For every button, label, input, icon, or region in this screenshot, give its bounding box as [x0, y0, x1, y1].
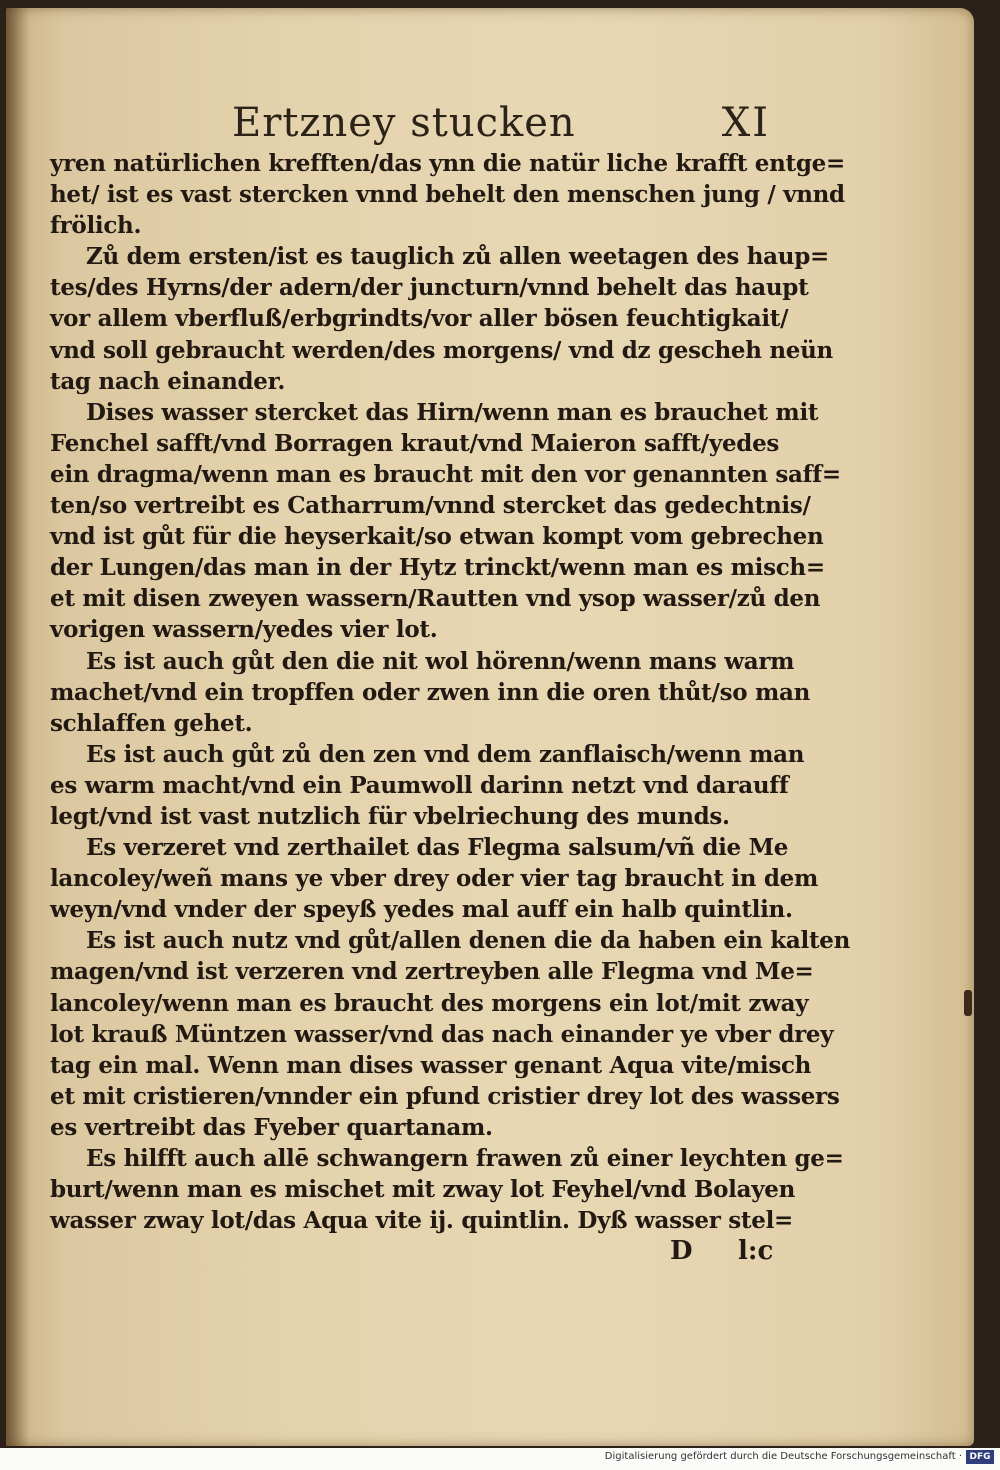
text-line: ten/so vertreibt es Catharrum/vnnd stercket das gedechtnis/	[50, 492, 811, 520]
folio-number: XI	[721, 100, 770, 146]
text-line: et mit cristieren/vnnder ein pfund cristier drey lot des wassers	[50, 1082, 840, 1110]
text-line: es vertreibt das Fyeber quartanam.	[50, 1113, 493, 1141]
text-line: Es ist auch nutz vnd gůt/allen denen die da haben ein kalten	[86, 927, 851, 955]
text-line: tag nach einander.	[50, 367, 286, 395]
funding-credit: Digitalisierung gefördert durch die Deutsche Forschungsgemeinschaft ·	[604, 1451, 962, 1462]
text-line: Es ist auch gůt den die nit wol hörenn/wenn mans warm	[86, 647, 795, 675]
text-line: het/ ist es vast stercken vnnd behelt den menschen jung / vnnd	[50, 181, 845, 209]
text-line: tag ein mal. Wenn man dises wasser genant Aqua vite/misch	[50, 1051, 812, 1079]
text-line: Zů dem ersten/ist es tauglich zů allen weetagen des haup=	[86, 243, 829, 271]
page-gutter-shadow	[6, 8, 30, 1446]
text-line: vnd ist gůt für die heyserkait/so etwan kompt vom gebrechen	[50, 523, 824, 551]
text-line: schlaffen gehet.	[50, 709, 253, 737]
text-line: vnd soll gebraucht werden/des morgens/ vnd dz gescheh neün	[50, 336, 833, 364]
text-line: weyn/vnd vnder der speyß yedes mal auff ein halb quintlin.	[50, 896, 793, 924]
text-line: tes/des Hyrns/der adern/der juncturn/vnnd behelt das haupt	[50, 274, 809, 302]
running-title: Ertzney stucken	[232, 100, 576, 146]
text-line: frölich.	[50, 212, 142, 240]
text-line: burt/wenn man es mischet mit zway lot Feyhel/vnd Bolayen	[50, 1176, 796, 1204]
body-text	[50, 148, 851, 1236]
text-line: Dises wasser stercket das Hirn/wenn man es brauchet mit	[86, 398, 819, 426]
text-line: et mit disen zweyen wassern/Rautten vnd ysop wasser/zů den	[50, 585, 821, 613]
catchword-area	[660, 1236, 790, 1270]
text-line: machet/vnd ein tropffen oder zwen inn die oren thůt/so man	[50, 678, 811, 706]
text-line: lancoley/wenn man es braucht des morgens ein lot/mit zway	[50, 989, 809, 1017]
text-line: der Lungen/das man in der Hytz trinckt/wenn man es misch=	[50, 554, 825, 582]
dfg-logo: DFG	[966, 1450, 994, 1464]
text-line: magen/vnd ist verzeren vnd zertreyben alle Flegma vnd Me=	[50, 958, 814, 986]
text-line: yren natürlichen krefften/das ynn die natür liche krafft entge=	[50, 150, 845, 177]
text-line: lancoley/weñ mans ye vber drey oder vier tag braucht in dem	[50, 865, 818, 893]
text-line: vor allem vberfluß/erbgrindts/vor aller bösen feuchtigkait/	[50, 305, 789, 333]
text-line: es warm macht/vnd ein Paumwoll darinn netzt vnd darauff	[50, 771, 789, 799]
text-line: vorigen wassern/yedes vier lot.	[50, 616, 438, 644]
page-edge-blot	[964, 990, 972, 1016]
text-line: Es verzeret vnd zerthailet das Flegma salsum/vñ die Me	[86, 834, 789, 862]
text-line: wasser zway lot/das Aqua vite ij. quintlin. Dyß wasser stel=	[50, 1207, 793, 1235]
text-line: ein dragma/wenn man es braucht mit den vor genannten saff=	[50, 460, 841, 488]
text-line: lot krauß Müntzen wasser/vnd das nach einander ye vber drey	[50, 1020, 834, 1048]
text-line: Es ist auch gůt zů den zen vnd dem zanflaisch/wenn man	[86, 740, 805, 768]
text-line: legt/vnd ist vast nutzlich für vbelriechung des munds.	[50, 802, 730, 830]
text-line: Fenchel safft/vnd Borragen kraut/vnd Maieron safft/yedes	[50, 429, 780, 457]
catchword: l:c	[738, 1236, 774, 1266]
text-line: Es hilfft auch allē schwangern frawen zů einer leychten ge=	[86, 1145, 844, 1172]
signature-mark: D	[670, 1236, 693, 1266]
